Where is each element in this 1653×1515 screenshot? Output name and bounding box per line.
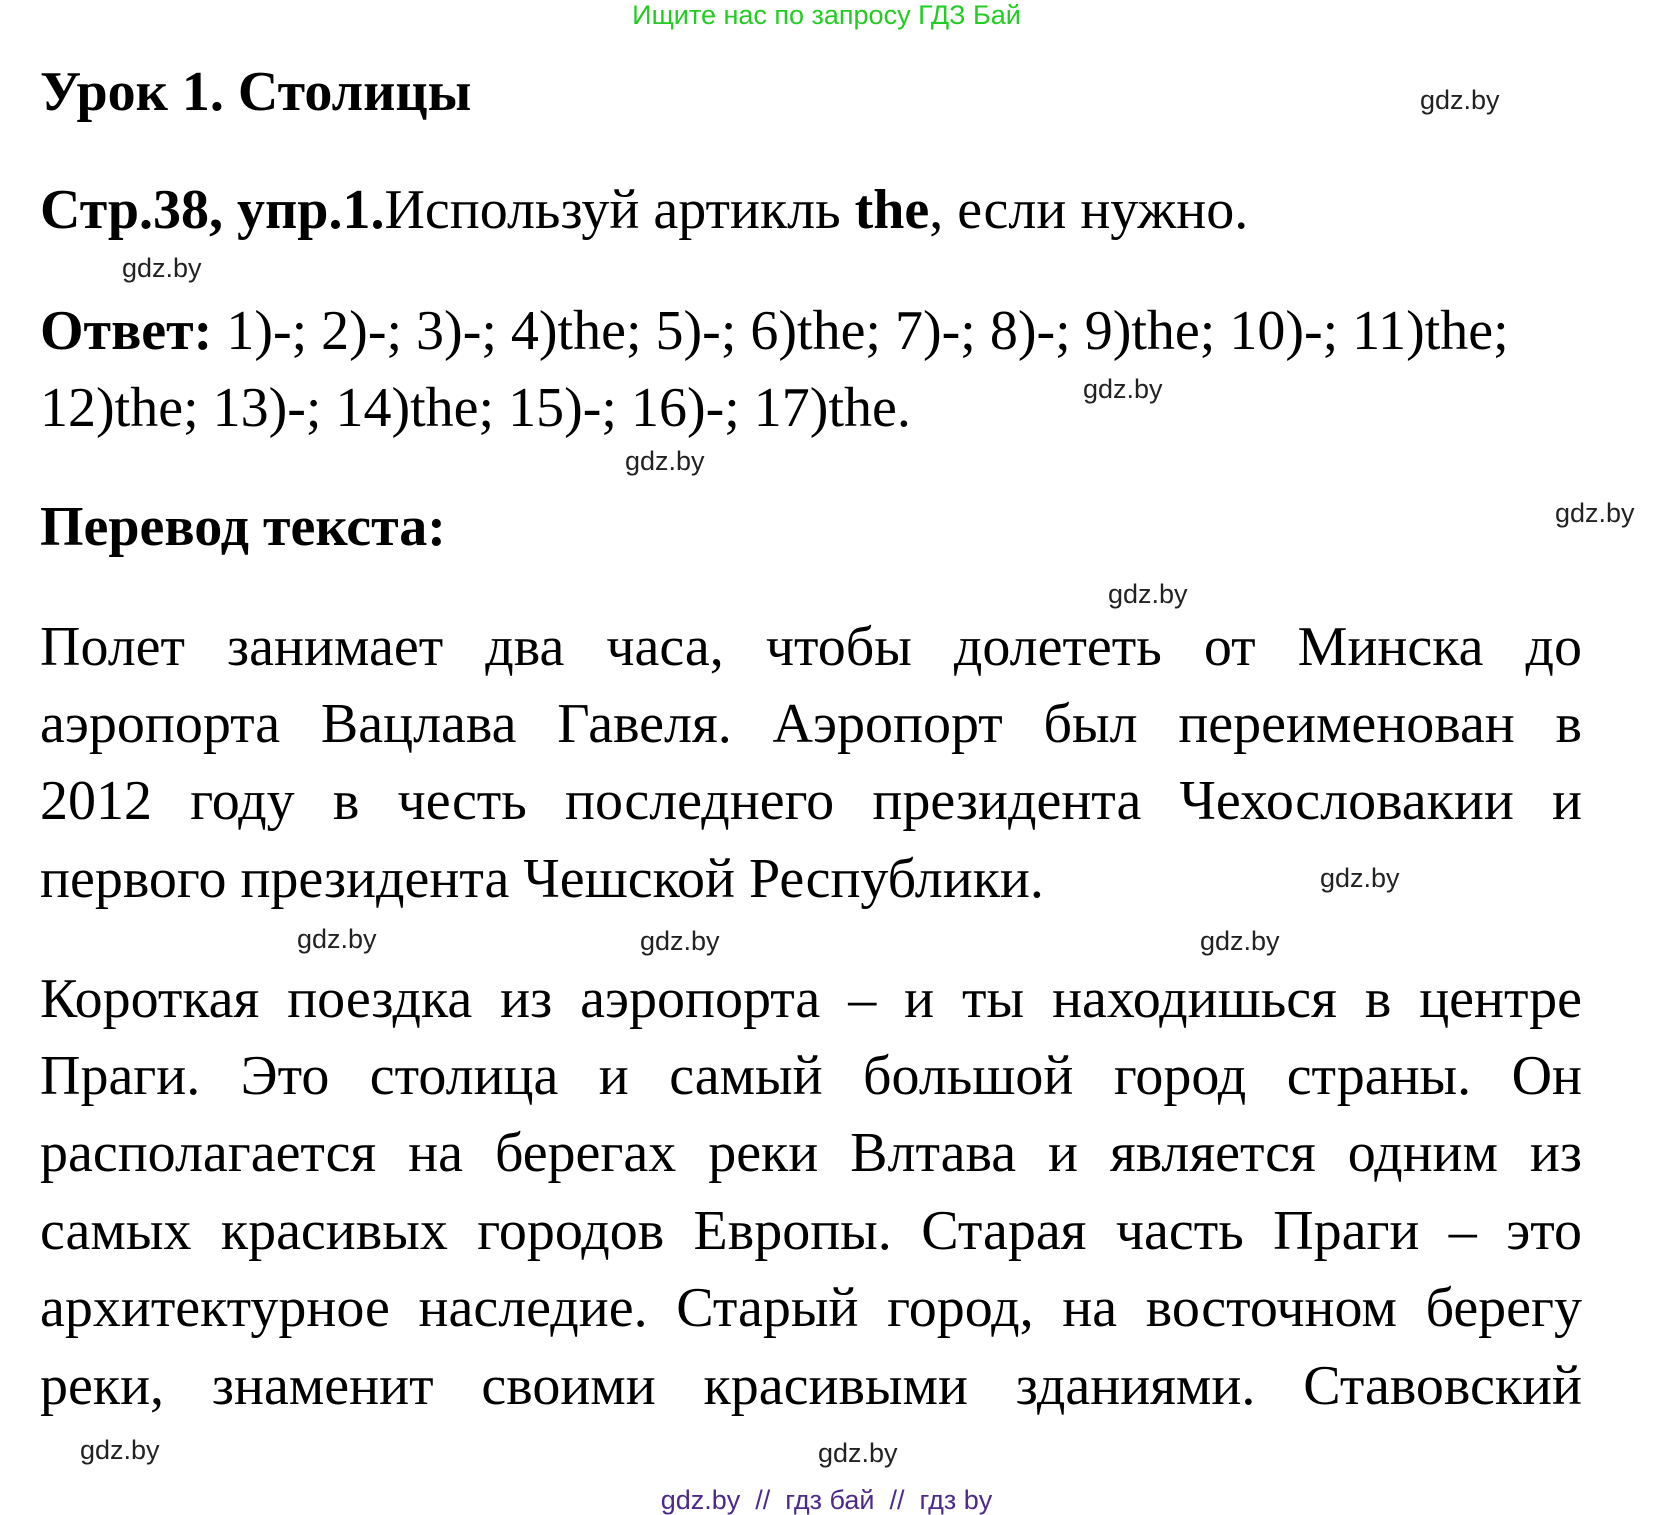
paragraph2-line: реки, знаменит своими красивыми зданиями. Ставовский (40, 1355, 1582, 1417)
paragraph2-line: располагается на берегах реки Влтава и является одним из (40, 1122, 1582, 1184)
paragraph1-line: 2012 году в честь последнего президента Чехословакии и (40, 770, 1582, 832)
instruction-text-end: , если нужно. (929, 179, 1249, 241)
watermark: gdz.by (818, 1438, 898, 1468)
paragraph2-line: Праги. Это столица и самый большой город страны. Он (40, 1045, 1582, 1107)
page-title: Урок 1. Столицы (40, 61, 472, 123)
watermark: gdz.by (122, 253, 202, 283)
paragraph1-line: аэропорта Вацлава Гавеля. Аэропорт был переименован в (40, 693, 1582, 755)
exercise-line (40, 178, 1248, 242)
footer-links: gdz.by // гдз бай // гдз by (660, 1485, 993, 1515)
answer-line-2: 12)the; 13)-; 14)the; 15)-; 16)-; 17)the. (40, 377, 911, 439)
watermark: gdz.by (1108, 579, 1188, 609)
exercise-ref: Стр.38, упр.1. (40, 179, 385, 241)
watermark: gdz.by (1320, 863, 1400, 893)
instruction-bold: the (854, 179, 930, 241)
answer-line-1 (40, 299, 1509, 363)
paragraph2-line: архитектурное наследие. Старый город, на восточном берегу (40, 1277, 1582, 1339)
watermark: gdz.by (1083, 374, 1163, 404)
instruction-text: Используй артикль (384, 179, 855, 241)
watermark: gdz.by (625, 446, 705, 476)
answer-text: 1)-; 2)-; 3)-; 4)the; 5)-; 6)the; 7)-; 8)-; 9)the; 10)-; 11)the; (212, 300, 1509, 362)
watermark: gdz.by (640, 926, 720, 956)
paragraph1-line: первого президента Чешской Республики. (40, 848, 1044, 910)
watermark: gdz.by (297, 924, 377, 954)
watermark: gdz.by (1555, 498, 1635, 528)
translation-heading: Перевод текста: (40, 496, 446, 558)
watermark: gdz.by (80, 1435, 160, 1465)
paragraph2-line: самых красивых городов Европы. Старая часть Праги – это (40, 1200, 1582, 1262)
search-banner: Ищите нас по запросу ГДЗ Бай (632, 0, 1021, 30)
watermark: gdz.by (1200, 926, 1280, 956)
answer-label: Ответ: (40, 300, 213, 362)
watermark: gdz.by (1420, 85, 1500, 115)
paragraph1-line: Полет занимает два часа, чтобы долететь от Минска до (40, 616, 1582, 678)
paragraph2-line: Короткая поездка из аэропорта – и ты находишься в центре (40, 968, 1582, 1030)
